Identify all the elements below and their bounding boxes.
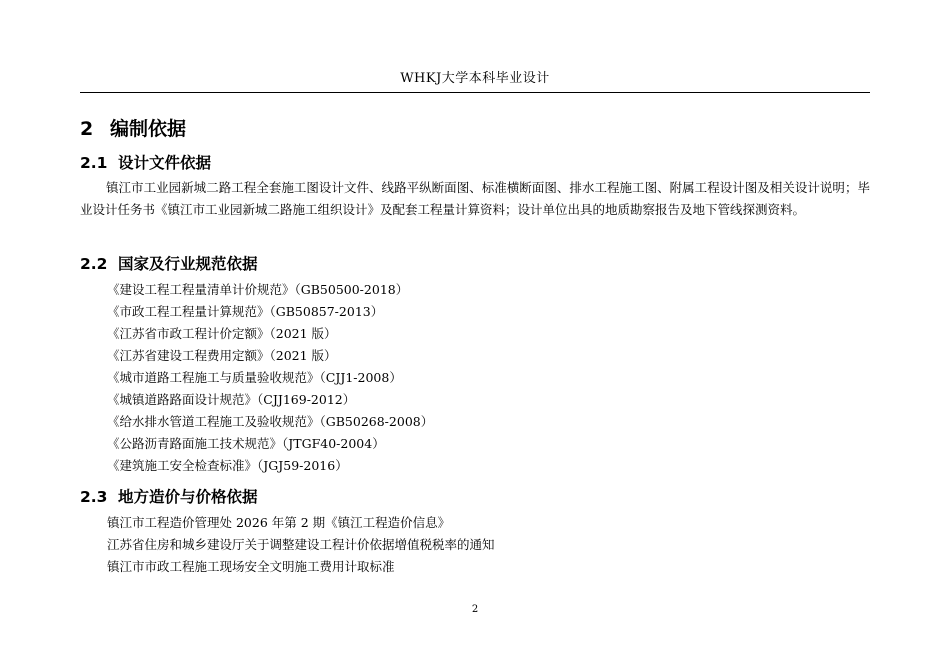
section-title: 设计文件依据 (118, 154, 212, 172)
standards-list (107, 279, 433, 477)
running-header: WHKJ大学本科毕业设计 (80, 67, 870, 93)
chapter-title: 编制依据 (110, 118, 187, 140)
section-number: 2.1 (80, 154, 108, 172)
section-number: 2.3 (80, 488, 108, 506)
section-title: 国家及行业规范依据 (118, 255, 258, 273)
list-item: 《江苏省市政工程计价定额》（2021 版） (107, 326, 337, 341)
list-item: 《市政工程工程量计算规范》（GB50857-2013） (107, 304, 384, 319)
list-item: 《公路沥青路面施工技术规范》（JTGF40-2004） (107, 436, 385, 451)
list-item: 《建设工程工程量清单计价规范》（GB50500-2018） (107, 282, 409, 297)
section-heading-2-3 (80, 485, 258, 507)
page-number: 2 (471, 604, 479, 615)
list-item: 《给水排水管道工程施工及验收规范》（GB50268-2008） (107, 414, 434, 429)
list-item: 《城镇道路路面设计规范》（CJJ169-2012） (107, 392, 356, 407)
list-item: 江苏省住房和城乡建设厅关于调整建设工程计价依据增值税税率的通知 (107, 537, 495, 552)
section-heading-2-2 (80, 252, 258, 274)
local-basis-list (107, 512, 495, 578)
list-item: 《建筑施工安全检查标准》（JGJ59-2016） (107, 458, 348, 473)
list-item: 镇江市工程造价管理处 2026 年第 2 期《镇江工程造价信息》 (107, 515, 451, 530)
list-item: 《江苏省建设工程费用定额》（2021 版） (107, 348, 337, 363)
section-title: 地方造价与价格依据 (118, 488, 258, 506)
chapter-number: 2 (80, 118, 94, 140)
section-heading-2-1 (80, 151, 211, 173)
section-paragraph: 镇江市工业园新城二路工程全套施工图设计文件、线路平纵断面图、标准横断面图、排水工程施工图、附属工程设计图及相关设计说明；毕业设计任务书《镇江市工业园新城二路施工组织设计》及配套工程量计算资料；设计单位出具的地质勘察报告及地下管线探测资料。 (80, 180, 870, 217)
chapter-heading (80, 114, 186, 141)
section-number: 2.2 (80, 255, 108, 273)
list-item: 镇江市市政工程施工现场安全文明施工费用计取标准 (107, 559, 395, 574)
list-item: 《城市道路工程施工与质量验收规范》（CJJ1-2008） (107, 370, 402, 385)
